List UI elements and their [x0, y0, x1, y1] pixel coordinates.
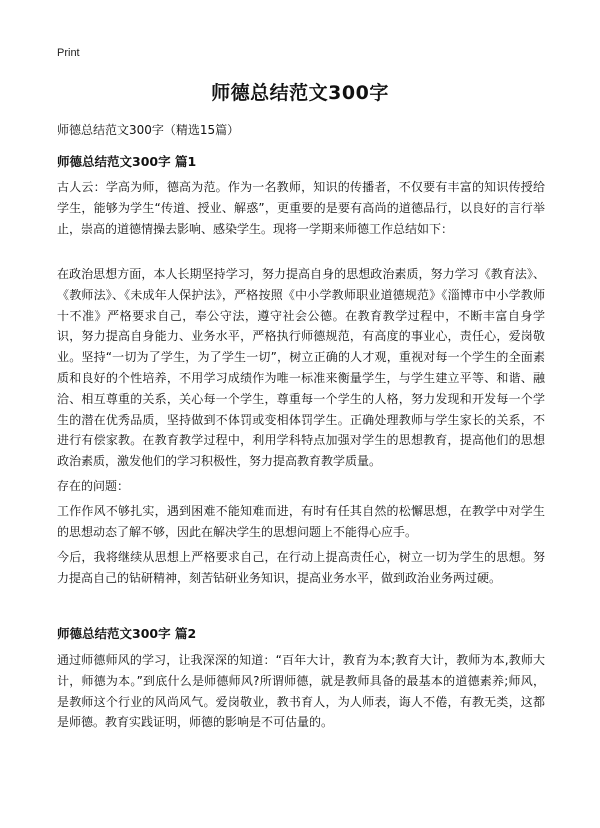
paragraph-political-thought: 在政治思想方面，本人长期坚持学习，努力提高自身的思想政治素质，努力学习《教育法》、《教师法》、《未成年人保护法》，严格按照《中小学教师职业道德规范》《淄博市中小学教师十不准》严格要求自己，奉公守法，遵守社会公德。在教育教学过程中，不断丰富自身学识，努力提高自身能力、业务水平，严格执行师德规范，有高度的事业心，责任心，爱岗敬业。坚持“一切为了学生，为了学生一切”，树立正确的人才观，重视对每一个学生的全面素质和良好的个性培养，不用学习成绩作为唯一标准来衡量学生，与学生建立平等、和谐、融洽、相互尊重的关系，关心每一个学生，尊重每一个学生的人格，努力发现和开发每一个学生的潜在优秀品质，坚持做到不体罚或变相体罚学生。正确处理教师与学生家长的关系，不进行有偿家教。在教育教学过程中，利用学科特点加强对学生的思想教育，提高他们的思想政治素质，激发他们的学习积极性，努力提高教育教学质量。	[57, 267, 545, 469]
page-title: 师德总结范文300字	[211, 82, 389, 104]
paragraph-ethics-study: 通过师德师风的学习，让我深深的知道：“百年大计，教育为本;教育大计，教师为本,教师大计，师德为本。”到底什么是师德师风?所谓师德，就是教师具备的最基本的道德素养;师风，是教师这个行业的风尚风气。爱岗敬业，教书育人，为人师表，诲人不倦，有教无类，这都是师德。教育实践证明，师德的影响是不可估量的。	[57, 653, 545, 730]
paragraph-problems-label: 存在的问题：	[57, 479, 130, 493]
paragraph-future: 今后，我将继续从思想上严格要求自己，在行动上提高责任心，树立一切为学生的思想。努力提高自己的钻研精神，刻苦钻研业务知识，提高业务水平，做到政治业务两过硬。	[57, 550, 545, 585]
section-heading-2: 师德总结范文300字 篇2	[57, 626, 197, 641]
paragraph-intro: 古人云：学高为师，德高为范。作为一名教师，知识的传播者，不仅要有丰富的知识传授给学生，能够为学生“传道、授业、解惑”，更重要的是要有高尚的道德品行，以良好的言行举止，崇高的道德情操去影响、感染学生。现将一学期来师德工作总结如下：	[57, 180, 545, 236]
document-subtitle: 师德总结范文300字（精选15篇）	[57, 123, 240, 137]
paragraph-problems: 工作作风不够扎实，遇到困难不能知难而进，有时有任其自然的松懈思想，在教学中对学生的思想动态了解不够，因此在解决学生的思想问题上不能得心应手。	[57, 504, 545, 539]
section-heading-1: 师德总结范文300字 篇1	[57, 154, 197, 169]
print-label: Print	[57, 47, 80, 59]
